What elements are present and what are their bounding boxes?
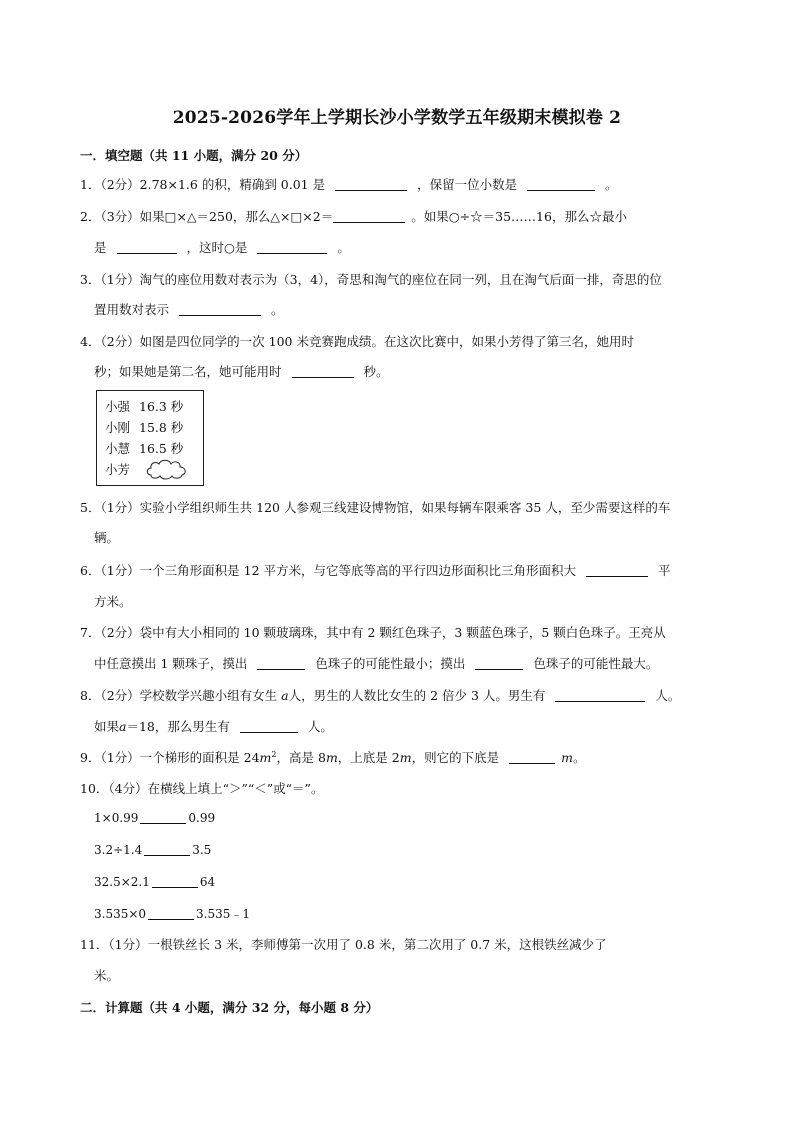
question-10: 10．（4分）在横线上填上“＞”“＜”或“＝”。	[80, 781, 324, 796]
answer-blank[interactable]	[527, 177, 595, 191]
question-4-cont: 秒；如果她是第二名，她可能用时 秒。	[94, 364, 389, 379]
comparison-item: 32.5×2.1 64	[94, 875, 216, 889]
question-11-cont: 米。	[94, 968, 120, 983]
question-7: 7．（2分）袋中有大小相同的 10 颗玻璃珠，其中有 2 颗红色珠子，3 颗蓝色珠子，5 颗白色珠子。王亮从	[80, 625, 666, 640]
race-results-table	[96, 390, 204, 486]
section-calculation-heading: 二．计算题（共 4 小题，满分 32 分，每小题 8 分）	[80, 1000, 379, 1015]
question-1: 1．（2分）2.78×1.6 的积，精确到 0.01 是 ，保留一位小数是 。	[80, 177, 618, 192]
answer-blank[interactable]	[148, 906, 194, 920]
question-2: 2．（3分）如果□×△＝250，那么△×□×2＝ 。如果○÷☆＝35……16，那么☆最小	[80, 209, 627, 224]
cloud-icon	[145, 457, 189, 481]
answer-blank[interactable]	[144, 842, 190, 856]
question-9: 9．（1分）一个梯形的面积是 $24m^2$，高是 8m，上底是 2m，则它的下底是 m。	[80, 749, 586, 765]
answer-blank[interactable]	[240, 719, 298, 733]
question-6: 6．（1分）一个三角形面积是 12 平方米，与它等底等高的平行四边形面积比三角形面积大 平	[80, 563, 671, 578]
answer-blank[interactable]	[475, 656, 523, 670]
question-6-cont: 方米。	[94, 594, 132, 609]
table-row: 小慧 16.5 秒	[105, 441, 184, 456]
question-3-cont: 置用数对表示 。	[94, 302, 284, 317]
question-2-cont: 是 ，这时○是 。	[94, 240, 350, 255]
answer-blank[interactable]	[117, 240, 177, 254]
page-title: 2025-2026学年上学期长沙小学数学五年级期末模拟卷 2	[172, 108, 622, 128]
question-4: 4．（2分）如图是四位同学的一次 100 米竞赛跑成绩。在这次比赛中，如果小芳得了第三名，她用时	[80, 334, 634, 349]
question-5: 5．（1分）实验小学组织师生共 120 人参观三线建设博物馆，如果每辆车限乘客 35 人，至少需要这样的车	[80, 500, 671, 515]
question-3: 3．（1分）淘气的座位用数对表示为（3，4），奇思和淘气的座位在同一列，且在淘气后面一排，奇思的位	[80, 272, 662, 287]
answer-blank[interactable]	[179, 302, 261, 316]
question-8: 8．（2分）学校数学兴趣小组有女生 a人，男生的人数比女生的 2 倍少 3 人。男生有 人。	[80, 688, 681, 703]
question-5-cont: 辆。	[94, 530, 120, 545]
comparison-item: 1×0.99 0.99	[94, 811, 216, 825]
answer-blank[interactable]	[586, 563, 648, 577]
comparison-item: 3.535×0 3.535﹣1	[94, 907, 251, 921]
table-row: 小刚 15.8 秒	[105, 420, 184, 435]
section-fill-blank-heading: 一．填空题（共 11 小题，满分 20 分）	[80, 148, 308, 163]
answer-blank[interactable]	[257, 240, 327, 254]
question-7-cont: 中任意摸出 1 颗珠子，摸出 色珠子的可能性最小；摸出 色珠子的可能性最大。	[94, 656, 659, 671]
table-row: 小芳	[105, 462, 131, 477]
answer-blank[interactable]	[152, 874, 198, 888]
answer-blank[interactable]	[257, 656, 305, 670]
question-11: 11．（1分）一根铁丝长 3 米，李师傅第一次用了 0.8 米，第二次用了 0.7 米，这根铁丝减少了	[80, 937, 607, 952]
answer-blank[interactable]	[555, 688, 645, 702]
answer-blank[interactable]	[509, 750, 555, 764]
answer-blank[interactable]	[292, 364, 354, 378]
comparison-item: 3.2÷1.4 3.5	[94, 843, 212, 857]
answer-blank[interactable]	[140, 810, 186, 824]
answer-blank[interactable]	[333, 209, 405, 223]
question-8-cont: 如果a＝18，那么男生有 人。	[94, 719, 333, 734]
answer-blank[interactable]	[335, 177, 407, 191]
table-row: 小强 16.3 秒	[105, 399, 184, 414]
